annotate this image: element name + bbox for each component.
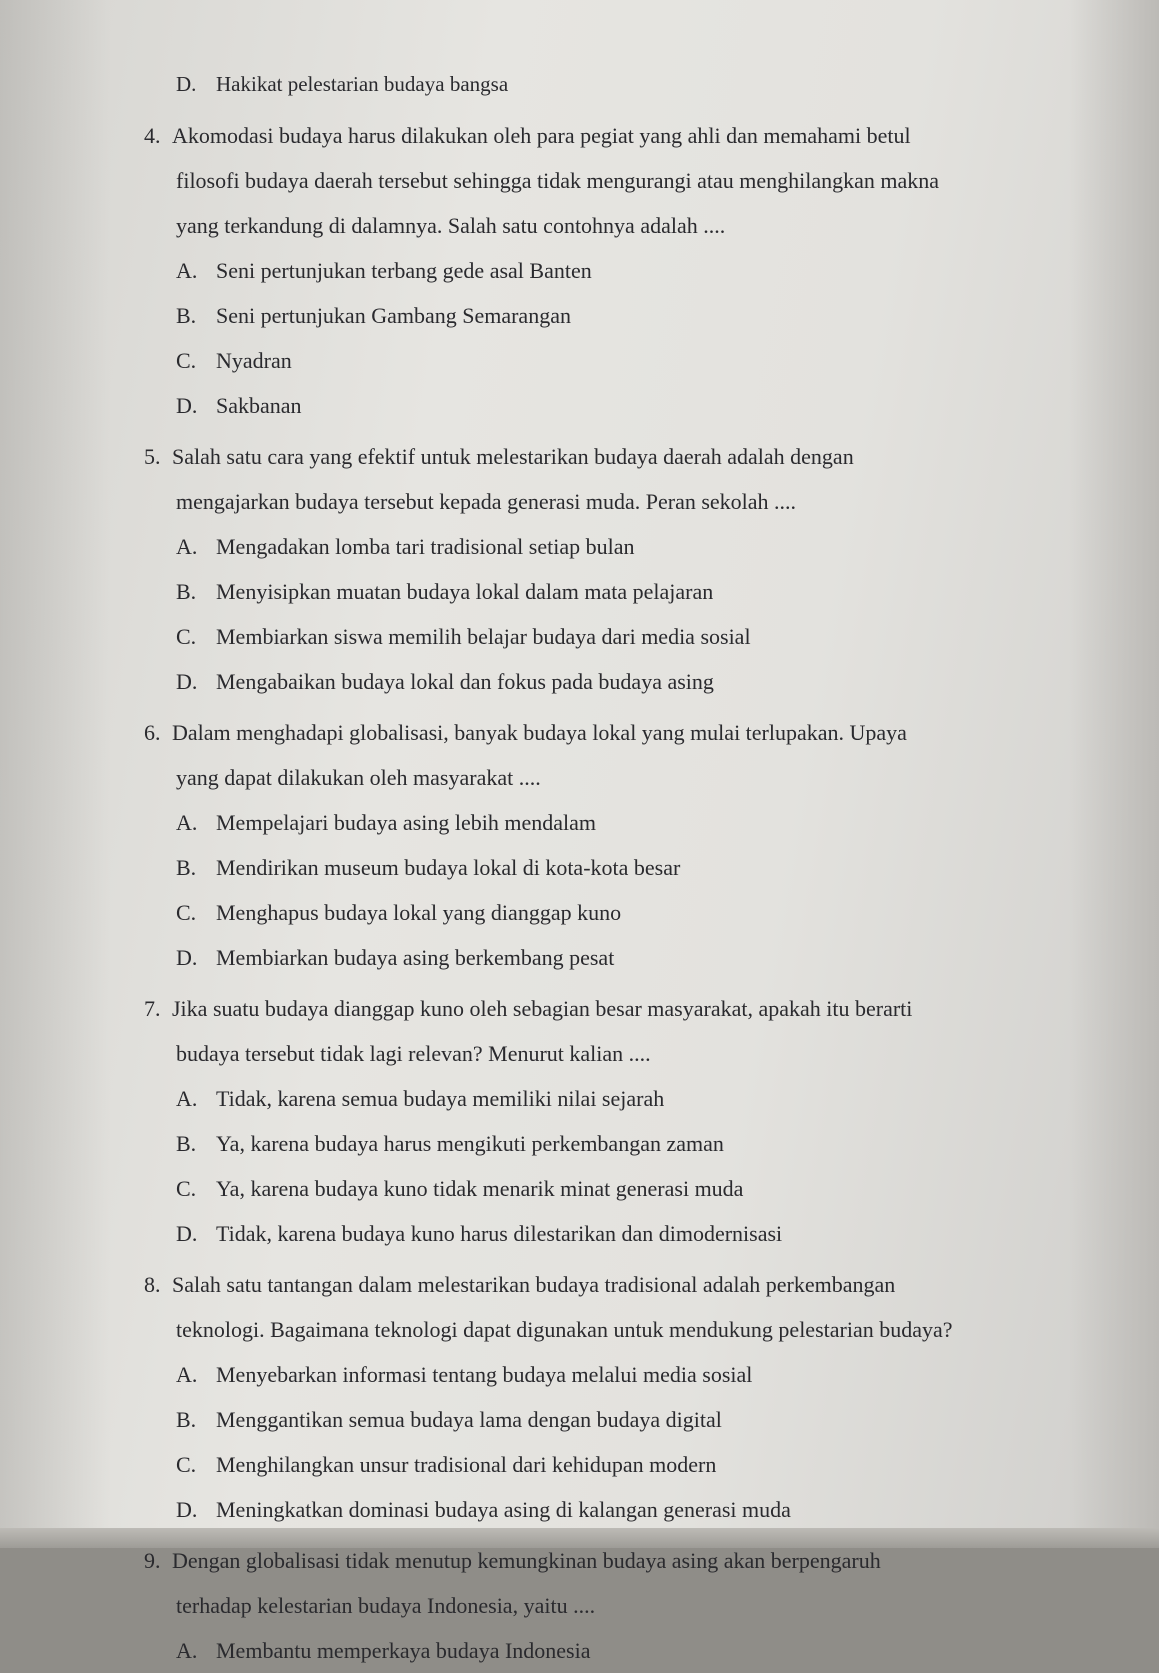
- option-letter: D.: [176, 393, 198, 418]
- question-stem-line: [176, 479, 1159, 524]
- question-number: 5.: [144, 444, 161, 469]
- option-d: [176, 935, 1159, 980]
- option-letter: C.: [176, 900, 197, 925]
- option-text: Hakikat pelestarian budaya bangsa: [216, 72, 509, 96]
- option-text: Mengabaikan budaya lokal dan fokus pada budaya asing: [216, 669, 714, 694]
- option-letter: B.: [176, 303, 197, 328]
- option-text: Sakbanan: [216, 393, 302, 418]
- option-a: [176, 248, 1159, 293]
- option-letter: B.: [176, 579, 197, 604]
- option-letter: D.: [176, 669, 198, 694]
- question-text: Akomodasi budaya harus dilakukan oleh para pegiat yang ahli dan memahami betul: [172, 123, 911, 148]
- option-letter: D.: [176, 72, 197, 96]
- option-text: Ya, karena budaya harus mengikuti perkembangan zaman: [216, 1131, 724, 1156]
- option-text: Mempelajari budaya asing lebih mendalam: [216, 810, 596, 835]
- option-a: [176, 1076, 1159, 1121]
- option-text: Tidak, karena semua budaya memiliki nilai sejarah: [216, 1086, 665, 1111]
- option-text: Meningkatkan dominasi budaya asing di kalangan generasi muda: [216, 1497, 791, 1522]
- option-c: [176, 1442, 1159, 1487]
- option-a: [176, 800, 1159, 845]
- question-text: teknologi. Bagaimana teknologi dapat digunakan untuk mendukung pelestarian budaya?: [176, 1317, 953, 1342]
- question-stem-line: [176, 1583, 1159, 1628]
- option-text: Mendirikan museum budaya lokal di kota-kota besar: [216, 855, 681, 880]
- question-text: Salah satu cara yang efektif untuk melestarikan budaya daerah adalah dengan: [172, 444, 854, 469]
- question-text: mengajarkan budaya tersebut kepada generasi muda. Peran sekolah ....: [176, 489, 797, 514]
- option-text: Menyisipkan muatan budaya lokal dalam mata pelajaran: [216, 579, 714, 604]
- question-text: yang dapat dilakukan oleh masyarakat ....: [176, 765, 541, 790]
- question-number: 6.: [144, 720, 161, 745]
- option-c: [176, 338, 1159, 383]
- option-c: [176, 890, 1159, 935]
- option-letter: B.: [176, 855, 197, 880]
- option-b: [176, 1121, 1159, 1166]
- option-text: Membiarkan budaya asing berkembang pesat: [216, 945, 615, 970]
- option-d-previous: [176, 62, 1159, 107]
- question-stem-first-line: [144, 434, 1159, 479]
- question-stem-first-line: [144, 986, 1159, 1031]
- option-b: [176, 1397, 1159, 1442]
- option-text: Membantu memperkaya budaya Indonesia: [216, 1638, 591, 1663]
- option-c: [176, 614, 1159, 659]
- option-text: Menghilangkan unsur tradisional dari kehidupan modern: [216, 1452, 717, 1477]
- option-a: [176, 524, 1159, 569]
- option-letter: C.: [176, 348, 197, 373]
- option-text: Seni pertunjukan terbang gede asal Banten: [216, 258, 592, 283]
- question-text: Dalam menghadapi globalisasi, banyak budaya lokal yang mulai terlupakan. Upaya: [172, 720, 907, 745]
- option-b: [176, 293, 1159, 338]
- question-stem-first-line: [144, 710, 1159, 755]
- question-stem-line: [176, 158, 1159, 203]
- question-text: Salah satu tantangan dalam melestarikan budaya tradisional adalah perkembangan: [172, 1272, 896, 1297]
- option-letter: D.: [176, 1497, 198, 1522]
- question-stem-line: [176, 755, 1159, 800]
- question-text: Dengan globalisasi tidak menutup kemungkinan budaya asing akan berpengaruh: [172, 1548, 881, 1573]
- option-text: Mengadakan lomba tari tradisional setiap bulan: [216, 534, 635, 559]
- question-5: [0, 434, 1159, 704]
- option-text: Tidak, karena budaya kuno harus dilestarikan dan dimodernisasi: [216, 1221, 783, 1246]
- option-letter: C.: [176, 624, 197, 649]
- question-7: [0, 986, 1159, 1256]
- question-stem-line: [176, 203, 1159, 248]
- question-text: filosofi budaya daerah tersebut sehingga tidak mengurangi atau menghilangkan makna: [176, 168, 940, 193]
- option-letter: C.: [176, 1452, 197, 1477]
- question-text: budaya tersebut tidak lagi relevan? Menurut kalian ....: [176, 1041, 651, 1066]
- question-number: 8.: [144, 1272, 161, 1297]
- question-list: [0, 62, 1159, 1673]
- option-letter: A.: [176, 1362, 198, 1387]
- question-number: 7.: [144, 996, 161, 1021]
- option-b: [176, 845, 1159, 890]
- option-a: [176, 1352, 1159, 1397]
- question-stem-first-line: [144, 113, 1159, 158]
- option-text: Seni pertunjukan Gambang Semarangan: [216, 303, 571, 328]
- option-d: [176, 659, 1159, 704]
- option-letter: A.: [176, 810, 198, 835]
- option-letter: A.: [176, 534, 198, 559]
- option-letter: B.: [176, 1407, 197, 1432]
- option-d: [176, 1211, 1159, 1256]
- option-a: [176, 1628, 1159, 1673]
- page-bottom-edge: [0, 1528, 1159, 1548]
- option-text: Nyadran: [216, 348, 292, 373]
- question-number: 4.: [144, 123, 161, 148]
- question-text: Jika suatu budaya dianggap kuno oleh sebagian besar masyarakat, apakah itu berarti: [172, 996, 913, 1021]
- option-letter: A.: [176, 1638, 198, 1663]
- option-letter: A.: [176, 1086, 198, 1111]
- question-8: [0, 1262, 1159, 1532]
- question-number: 9.: [144, 1548, 161, 1573]
- option-letter: C.: [176, 1176, 197, 1201]
- question-4: [0, 113, 1159, 428]
- option-text: Ya, karena budaya kuno tidak menarik minat generasi muda: [216, 1176, 744, 1201]
- option-b: [176, 569, 1159, 614]
- question-text: terhadap kelestarian budaya Indonesia, yaitu ....: [176, 1593, 596, 1618]
- question-stem-first-line: [144, 1262, 1159, 1307]
- option-letter: D.: [176, 1221, 198, 1246]
- question-text: yang terkandung di dalamnya. Salah satu contohnya adalah ....: [176, 213, 726, 238]
- option-d: [176, 1487, 1159, 1532]
- question-6: [0, 710, 1159, 980]
- option-text: Menggantikan semua budaya lama dengan budaya digital: [216, 1407, 722, 1432]
- question-9: [0, 1538, 1159, 1673]
- option-c: [176, 1166, 1159, 1211]
- question-stem-line: [176, 1031, 1159, 1076]
- question-stem-line: [176, 1307, 1159, 1352]
- option-text: Menyebarkan informasi tentang budaya melalui media sosial: [216, 1362, 753, 1387]
- option-d: [176, 383, 1159, 428]
- option-text: Menghapus budaya lokal yang dianggap kuno: [216, 900, 622, 925]
- option-letter: B.: [176, 1131, 197, 1156]
- option-letter: D.: [176, 945, 198, 970]
- option-text: Membiarkan siswa memilih belajar budaya dari media sosial: [216, 624, 751, 649]
- option-letter: A.: [176, 258, 198, 283]
